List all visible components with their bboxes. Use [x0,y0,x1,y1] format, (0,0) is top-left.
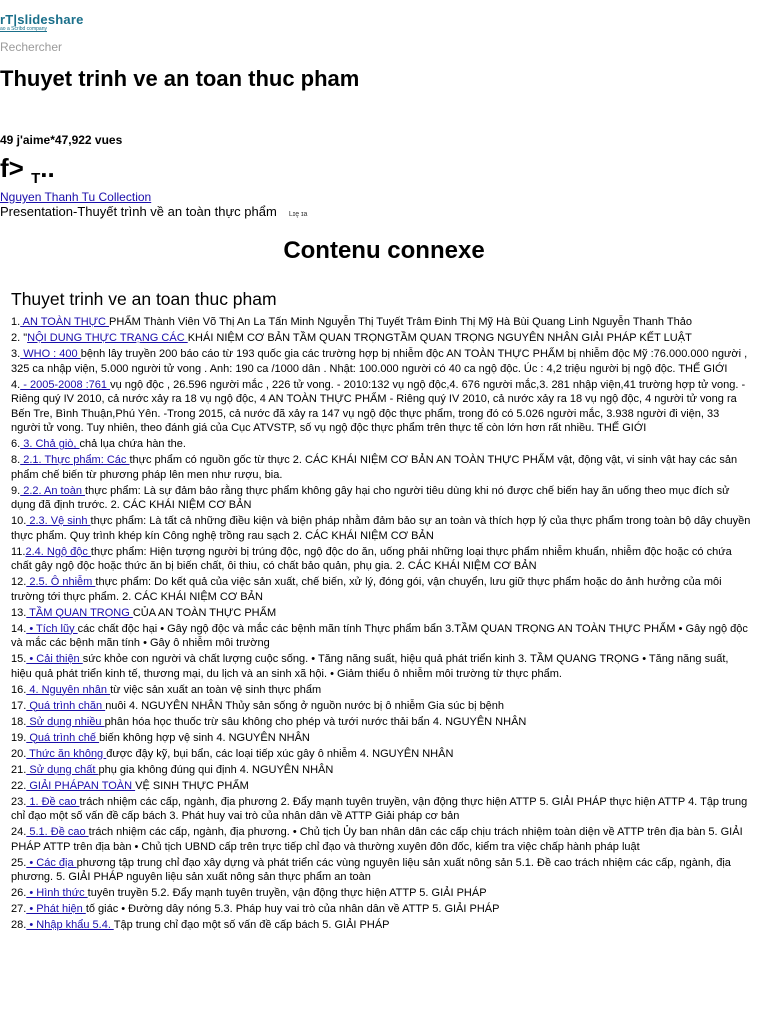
slide-number: 15. [11,653,27,665]
slide-number: 23. [11,795,27,808]
slide-number: 4. [11,378,21,391]
slide-text: nuôi 4. NGUYÊN NHÂN Thủy sản sống ở nguồn nước bị ô nhiễm Gia súc bị bệnh [105,699,505,712]
slide-text: bệnh lây truyền 200 báo cáo từ 193 quốc gia các trường hợp bị nhiễm độc AN TOÀN THỰC PHẨM bị nhiễm độc Mỹ :76.000.000 người , 325 ca nhập viện, 5.000 người tử vong . Anh: 190 ca /1000 dân . Nhật: 100.000 người có 40 ca ngộ độc. Úc : 4,2 triệu người bị ngộ độc. THẾ GIỚI [11,348,748,375]
slide-link[interactable]: • Tích lũy [26,622,78,635]
slide-text: phương tập trung chỉ đạo xây dựng và phát triển các vùng nguyên liệu sản xuất nông sản 5.1. Đề cao trách nhiệm các cấp, ngành, địa phương. 5. GIẢI PHÁP nguyên liệu sản xuất nông sản thực phẩm an toàn [11,856,731,883]
slide-number: 20. [11,747,27,760]
slide-number: 18. [11,715,27,728]
likes-views-stats: 49 j'aime*47,922 vues [0,133,123,147]
description-tail: Lɪę ɪa [288,211,308,218]
slide-item [11,453,751,482]
slide-text: PHẨM Thành Viên Võ Thị An La Tấn Minh Nguyễn Thị Tuyết Trâm Đinh Thị Mỹ Hà Bùi Quang Linh Nguyễn Thanh Thảo [109,316,692,328]
slide-number: 8. [11,454,21,466]
slideshare-logo[interactable] [0,12,84,32]
slide-text: thực phẩm: Do kết quả của việc sản xuất, chế biến, xử lý, đóng gói, vận chuyển, lưu giữ thực phẩm hoặc do ảnh hưởng của môi trường tới thực phẩm. 2. CÁC KHÁI NIỆM CƠ BẢN [11,576,722,603]
slide-number: 21. [11,763,27,776]
slide-number: 13. [11,606,27,619]
slide-text: các chất độc hại • Gây ngộ độc và mắc các bệnh mãn tính Thực phẩm bẩn 3.TẦM QUAN TRỌNG AN TOÀN THỰC PHẨM • Gây ngộ độc và mắc các bệnh mãn tính • Gây ô nhiễm môi trường [11,622,748,649]
slide-transcript-list [11,315,751,934]
slide-link[interactable]: GIẢI PHÁPAN TOÀN [26,779,136,792]
search-input[interactable]: Rechercher [0,40,63,54]
slide-item [11,825,751,854]
slide-link[interactable]: AN TOÀN THỰC [20,316,110,328]
slide-item [11,484,751,513]
slide-link[interactable]: • Phát hiện [26,903,86,915]
share-glyph-small[interactable]: T [31,170,41,187]
slide-link[interactable]: TẦM QUAN TRỌNG [26,606,133,619]
slide-text: thực phẩm: Là tất cả những điều kiện và biện pháp nhằm đảm bảo sự an toàn và thích hợp lý của thực phẩm trong toàn bộ dây chuyền thực phẩm. Quy trình khép kín Công nghệ trồng rau sạch 2. CÁC KHÁI NIỆM CƠ BẢN [11,515,751,542]
logo-text: rT|slideshare [0,12,84,27]
slide-text: thực phẩm: Hiện tượng người bị trúng độc, ngộ độc do ăn, uống phải những loại thực phẩm nhiễm khuẩn, nhiễm độc hoặc có chứa chất gây ngộ độc hoặc thức ăn bị biến chất, ôi thiu, có chất bảo quản, phụ gia. 2. CÁC KHÁI NIỆM CƠ BẢN [11,545,732,572]
slide-number: 24. [11,826,27,838]
slide-item [11,886,751,901]
slide-text: biến không hợp vệ sinh 4. NGUYÊN NHÂN [99,731,310,744]
slide-text: trách nhiệm các cấp, ngành, địa phương 2. Đẩy mạnh tuyên truyền, vận động thực hiện ATTP 5. GIẢI PHÁP thực hiện ATTP 4. Tập trung chỉ đạo một số vấn đề cấp bách 3. Phát huy vai trò của nhân dân về ATTP Giải pháp cơ bản [11,795,748,822]
slide-link[interactable]: Thức ăn không [26,747,107,760]
slide-number: 17. [11,699,27,712]
slide-text: tuyên truyền 5.2. Đẩy mạnh tuyên truyền, vận động thực hiện ATTP 5. GIẢI PHÁP [87,887,487,899]
slide-number: 28. [11,919,27,931]
slide-text: CỦA AN TOÀN THỰC PHẨM [132,606,277,619]
slide-text: phân hóa học thuốc trừ sâu không cho phép và tưới nước thải bẩn 4. NGUYÊN NHÂN [104,715,527,728]
slide-text: từ việc sản xuất an toàn vệ sinh thực phẩm [110,683,322,696]
slide-number: 11. [11,545,26,558]
slide-number: 14. [11,622,27,635]
slide-link[interactable]: 1. Đề cao [26,795,80,808]
slide-item [11,795,751,824]
slide-text: sức khỏe con người và chất lượng cuộc sống. • Tăng năng suất, hiệu quả phát triển kinh 3. TẦM QUANG TRỌNG • Tăng năng suất, hiệu quả phát triển kinh tế, thương mại, du lịch và an sinh xã hội. • Giảm thiểu ô nhiễm môi trường từ thực phẩm. [11,653,729,680]
slide-link[interactable]: • Nhập khẩu 5.4. [26,919,114,931]
slide-item [11,763,751,778]
slide-item [11,856,751,885]
slide-item [11,715,751,730]
presentation-description [0,204,307,219]
slide-link[interactable]: 2.2. An toàn [20,484,86,497]
slide-item [11,315,751,330]
slide-item [11,652,751,681]
slide-item [11,514,751,543]
slide-text: trách nhiệm các cấp, ngành, địa phương. • Chủ tịch Ủy ban nhân dân các cấp chịu trách nhiệm toàn diện về ATTP trên địa bàn 5. GIẢI PHÁP ATTP trên địa bàn • Chủ tịch UBND cấp trên trực tiếp chỉ đạo và thường xuyên đôn đốc, kiểm tra việc chấp hành pháp luật [11,826,743,853]
share-glyph-large[interactable]: f> [0,153,32,183]
slide-item [11,699,751,714]
slide-link[interactable]: 4. Nguyên nhân [26,683,111,696]
slide-number: 22. [11,779,27,792]
slide-item [11,747,751,762]
slide-text: thực phẩm: Là sự đảm bảo rằng thực phẩm không gây hại cho người tiêu dùng khi nó được chế biến hay ăn uống theo mục đích sử dụng đã định trước. 2. CÁC KHÁI NIỆM CƠ BẢN [11,484,730,511]
slide-number: 10. [11,515,27,527]
slide-number: 19. [11,731,27,744]
slide-number: 12. [11,576,27,588]
slide-item [11,779,751,794]
slide-item [11,575,751,604]
slide-item [11,437,751,452]
slide-link[interactable]: 3. Chả giò, [20,438,80,450]
slide-text: thực phẩm có nguồn gốc từ thực 2. CÁC KHÁI NIỆM CƠ BẢN AN TOÀN THỰC PHẨM vật, động vật, vi sinh vật hay các sản phẩm chế biến từ phương pháp lên men như rượu, bia. [11,454,738,481]
slide-link[interactable]: Sử dụng chất [26,763,99,776]
share-icons-row [0,153,55,187]
slide-number: 9. [11,484,21,497]
slide-link[interactable]: NỘI DUNG THỰC TRẠNG CÁC [27,332,188,344]
slide-link[interactable]: 5.1. Đề cao [26,826,89,838]
slide-link[interactable]: 2.4. Ngộ độc [25,545,91,558]
slide-link[interactable]: - 2005-2008 :761 [20,378,111,391]
slide-number: 3. [11,348,21,360]
slide-number: 1. [11,316,21,328]
slide-number: 2. " [11,332,28,344]
slide-link[interactable]: 2.5. Ô nhiễm [26,576,96,588]
slide-link[interactable]: 2.1. Thực phẩm: Các [20,454,130,466]
slide-number: 6. [11,438,21,450]
logo-subtext: ao a Scribd company [0,26,47,32]
slide-item [11,378,751,436]
slide-item [11,731,751,746]
author-link[interactable]: Nguyen Thanh Tu Collection [0,190,152,204]
slide-link[interactable]: WHO : 400 [20,348,81,360]
slide-link[interactable]: • Cải thiện [26,653,83,665]
page-title: Thuyet trinh ve an toan thuc pham [0,66,360,91]
slide-text: KHÁI NIỆM CƠ BẢN TẦM QUAN TRỌNGTẦM QUAN TRỌNG NGUYÊN NHÂN GIẢI PHÁP KẾT LUẬT [187,332,692,344]
slide-text: vụ ngộ độc , 26.596 người mắc , 226 tử vong. - 2010:132 vụ ngộ độc,4. 676 người mắc,3. 281 nhập viện,41 trường hợp tử vong. - Riêng quý IV 2010, cả nước xảy ra 18 vụ ngộ độc, 4 AN TOÀN THỰC PHẨM - Riêng quý IV 2010, cả nước xảy ra 18 vụ ngộ độc, 4 người tử vong ra Bến Tre, Bình Thuận,Phú Yên. -Trong 2015, cả nước đã xảy ra 147 vụ ngộ độc thực phẩm, trong đó có 5.026 người mắc, 3.938 người đi viện, 33 người tử vong. Tuy nhiên, theo đánh giá của Cục ATVSTP, số vụ ngộ độc thực phẩm trên thực tế còn lớn hơn rất nhiều. THẾ GIỚI [11,378,746,434]
slide-text: Tập trung chỉ đạo một số vấn đề cấp bách 5. GIẢI PHÁP [113,919,390,931]
slide-item [11,622,751,651]
share-glyph-end[interactable]: .. [40,153,55,183]
slide-link[interactable]: Quá trình chế [26,731,100,744]
slide-link[interactable]: • Hình thức [26,887,88,899]
slide-item [11,331,751,346]
slide-number: 16. [11,683,27,696]
slide-item [11,902,751,917]
related-content-heading: Contenu connexe [283,237,485,264]
slide-link[interactable]: 2.3. Vệ sinh [26,515,91,527]
slide-text: VỆ SINH THỰC PHẨM [135,779,249,792]
slide-text: phụ gia không đúng qui định 4. NGUYÊN NHÂN [98,763,334,776]
slide-text: được đậy kỹ, bụi bẩn, các loại tiếp xúc gây ô nhiễm 4. NGUYÊN NHÂN [106,747,454,760]
slide-link[interactable]: Sử dụng nhiều [26,715,105,728]
description-text: Presentation-Thuyết trình về an toàn thực phẩm [0,204,277,219]
slide-text: tố giác • Đường dây nóng 5.3. Pháp huy vai trò của nhân dân về ATTP 5. GIẢI PHÁP [85,903,500,915]
slide-item [11,606,751,621]
document-title: Thuyet trinh ve an toan thuc pham [11,289,277,309]
slide-text: chả lụa chứa hàn the. [79,438,186,450]
slide-number: 25. [11,856,27,869]
slide-item [11,918,751,933]
slide-number: 27. [11,903,27,915]
slide-item [11,347,751,376]
slide-link[interactable]: • Các địa [26,856,77,869]
slide-link[interactable]: Quá trình chăn [26,699,106,712]
slide-number: 26. [11,887,27,899]
slide-item [11,683,751,698]
slide-item [11,545,751,574]
